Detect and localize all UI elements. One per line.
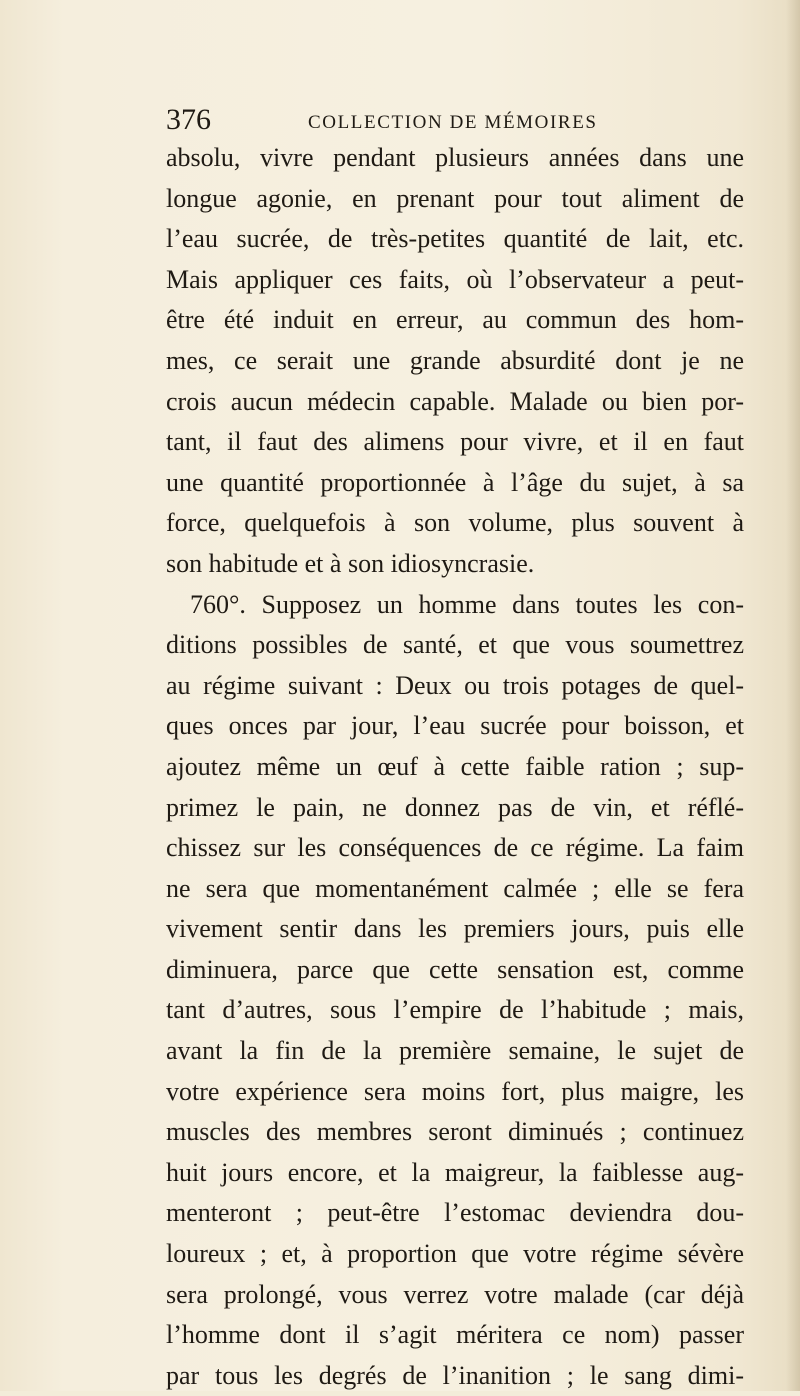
text-line: au régime suivant : Deux ou trois potages de quel-	[166, 670, 744, 700]
text-line: mes, ce serait une grande absurdité dont je ne	[166, 345, 744, 375]
text-line: huit jours encore, et la maigreur, la faiblesse aug-	[166, 1157, 744, 1187]
page-number: 376	[166, 103, 211, 136]
text-line: ques onces par jour, l’eau sucrée pour boisson, et	[166, 711, 744, 741]
text-line: loureux ; et, à proportion que votre régime sévère	[166, 1239, 744, 1269]
text-line: primez le pain, ne donnez pas de vin, et réflé-	[166, 792, 744, 822]
text-line: par tous les degrés de l’inanition ; le sang dimi-	[166, 1360, 744, 1390]
text-line: longue agonie, en prenant pour tout aliment de	[166, 183, 744, 213]
text-line: ne sera que momentanément calmée ; elle se fera	[166, 873, 744, 903]
text-line: muscles des membres seront diminués ; continuez	[166, 1117, 744, 1147]
text-line: sera prolongé, vous verrez votre malade (car déjà	[166, 1279, 744, 1309]
text-line: tant d’autres, sous l’empire de l’habitude ; mais,	[166, 995, 744, 1025]
text-line: une quantité proportionnée à l’âge du sujet, à sa	[166, 467, 744, 497]
text-line: chissez sur les conséquences de ce régime. La faim	[166, 833, 744, 863]
text-line: ajoutez même un œuf à cette faible ration ; sup-	[166, 751, 744, 781]
text-line: crois aucun médecin capable. Malade ou bien por-	[166, 386, 744, 416]
text-line: être été induit en erreur, au commun des hom-	[166, 305, 744, 335]
text-line: avant la fin de la première semaine, le sujet de	[166, 1036, 744, 1066]
text-line: menteront ; peut-être l’estomac deviendra dou-	[166, 1198, 744, 1228]
text-line: force, quelquefois à son volume, plus souvent à	[166, 508, 744, 538]
text-line: votre expérience sera moins fort, plus maigre, les	[166, 1076, 744, 1106]
text-line: Mais appliquer ces faits, où l’observateur a peut-	[166, 264, 744, 294]
paragraph-end-line: son habitude et à son idiosyncrasie.	[166, 548, 535, 578]
running-head: COLLECTION DE MÉMOIRES	[308, 112, 598, 133]
text-line: tant, il faut des alimens pour vivre, et il en faut	[166, 427, 744, 457]
paragraph-start-line: 760°. Supposez un homme dans toutes les con-	[190, 589, 744, 619]
page-edge-shadow	[786, 0, 800, 1391]
text-line: diminuera, parce que cette sensation est, comme	[166, 954, 744, 984]
body-text	[166, 138, 744, 1396]
text-line: l’eau sucrée, de très-petites quantité de lait, etc.	[166, 224, 744, 254]
text-line: vivement sentir dans les premiers jours, puis elle	[166, 914, 744, 944]
text-line: ditions possibles de santé, et que vous soumettrez	[166, 630, 744, 660]
text-line: absolu, vivre pendant plusieurs années dans une	[166, 143, 744, 172]
text-line: l’homme dont il s’agit méritera ce nom) passer	[166, 1320, 744, 1350]
page-header	[166, 100, 636, 140]
